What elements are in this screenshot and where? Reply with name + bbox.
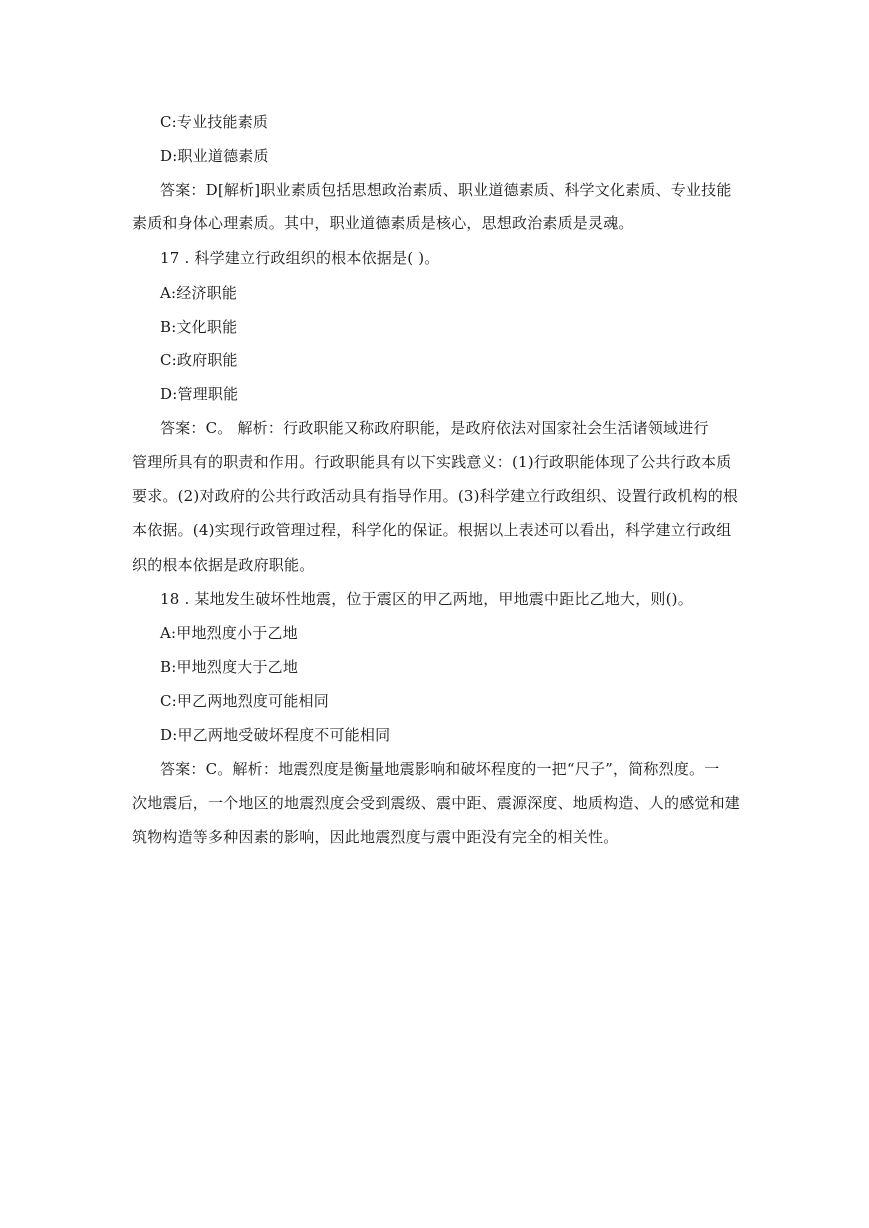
q18-answer-line-3: 筑物构造等多种因素的影响，因此地震烈度与震中距没有完全的相关性。 [132,828,619,846]
q16-answer-line-1: 答案：D[解析]职业素质包括思想政治素质、职业道德素质、科学文化素质、专业技能 [160,181,732,199]
q16-answer-line-2: 素质和身体心理素质。其中，职业道德素质是核心，思想政治素质是灵魂。 [132,214,634,232]
q17-option-c: C:政府职能 [160,351,238,369]
q18-answer-line-2: 次地震后，一个地区的地震烈度会受到震级、震中距、震源深度、地质构造、人的感觉和建 [132,794,741,812]
q17-option-d: D:管理职能 [160,385,239,403]
q17-answer-line-4: 本依据。(4)实现行政管理过程，科学化的保证。根据以上表述可以看出，科学建立行政组 [132,521,732,539]
q18-answer-line-1: 答案：C。解析：地震烈度是衡量地震影响和破坏程度的一把“尺子”，简称烈度。一 [160,760,720,778]
q17-answer-line-3: 要求。(2)对政府的公共行政活动具有指导作用。(3)科学建立行政组织、设置行政机构的根 [132,487,739,505]
q18-option-c: C:甲乙两地烈度可能相同 [160,692,329,710]
q18-question: 18 . 某地发生破坏性地震，位于震区的甲乙两地，甲地震中距比乙地大，则()。 [160,590,693,608]
q16-option-d: D:职业道德素质 [160,147,269,165]
q17-answer-line-5: 织的根本依据是政府职能。 [132,556,315,574]
q16-option-c: C:专业技能素质 [160,113,269,131]
q17-option-b: B:文化职能 [160,318,238,336]
q17-question: 17 . 科学建立行政组织的根本依据是( )。 [160,249,440,267]
q18-option-d: D:甲乙两地受破坏程度不可能相同 [160,726,391,744]
q17-answer-line-2: 管理所具有的职责和作用。行政职能具有以下实践意义：(1)行政职能体现了公共行政本质 [132,453,732,471]
q17-answer-line-1: 答案：C。 解析：行政职能又称政府职能，是政府依法对国家社会生活诸领域进行 [160,419,709,437]
q18-option-b: B:甲地烈度大于乙地 [160,658,299,676]
q17-option-a: A:经济职能 [160,284,238,302]
q18-option-a: A:甲地烈度小于乙地 [160,624,298,642]
